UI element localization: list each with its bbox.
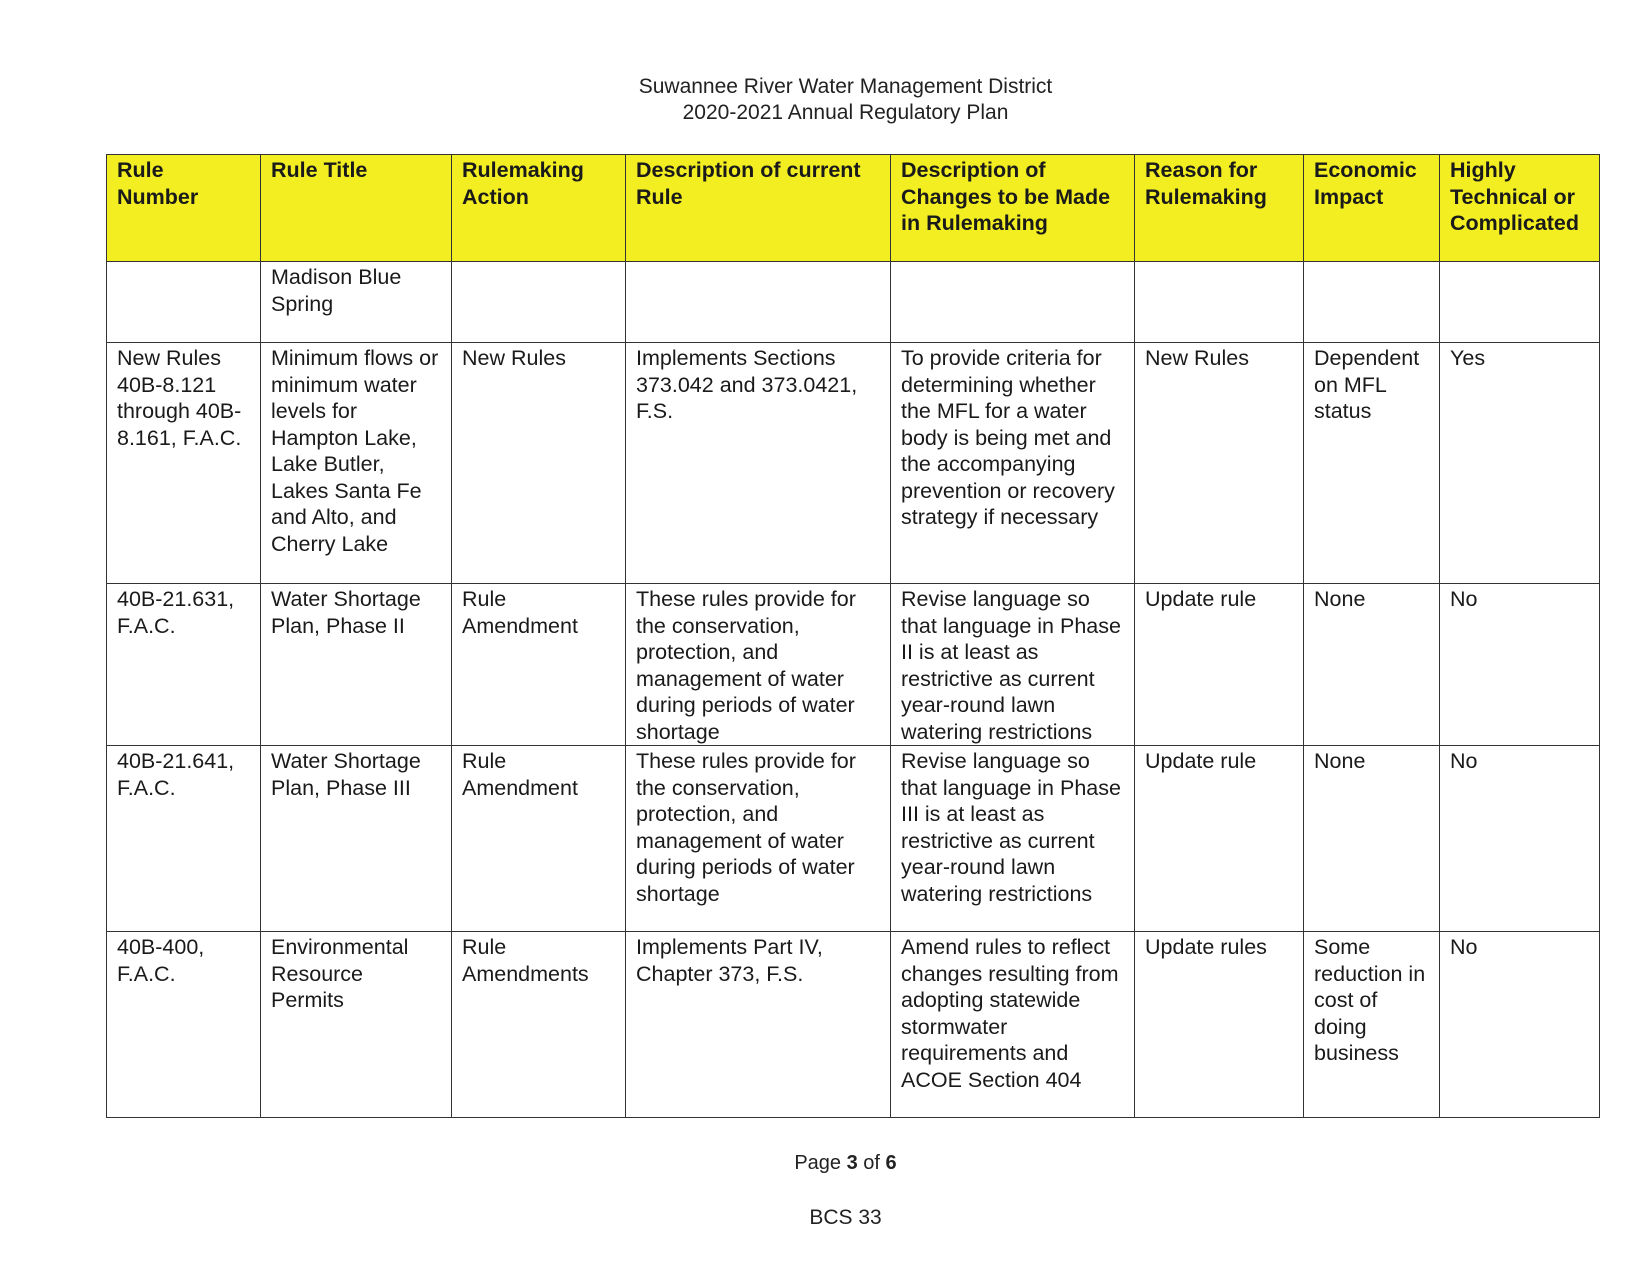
table-row	[107, 932, 1600, 1118]
cell-rule-number: 40B-21.641, F.A.C.	[107, 746, 261, 932]
col-description-current: Description of current Rule	[626, 155, 891, 262]
cell-rule-number: 40B-400, F.A.C.	[107, 932, 261, 1118]
table-row	[107, 343, 1600, 584]
col-rule-title: Rule Title	[261, 155, 452, 262]
cell-rule-number	[107, 262, 261, 343]
col-rulemaking-action: Rulemaking Action	[452, 155, 626, 262]
cell-reason: New Rules	[1135, 343, 1304, 584]
cell-rule-title: Madison Blue Spring	[261, 262, 452, 343]
cell-highly-technical: No	[1440, 932, 1600, 1118]
cell-economic-impact: Some reduction in cost of doing business	[1304, 932, 1440, 1118]
cell-rulemaking-action	[452, 262, 626, 343]
cell-economic-impact: Dependent on MFL status	[1304, 343, 1440, 584]
cell-rule-title: Environmental Resource Permits	[261, 932, 452, 1118]
cell-highly-technical	[1440, 262, 1600, 343]
cell-reason: Update rule	[1135, 746, 1304, 932]
table-row	[107, 262, 1600, 343]
table-row	[107, 584, 1600, 746]
page-current: 3	[846, 1152, 858, 1174]
cell-description-changes: Amend rules to reflect changes resulting from adopting statewide stormwater requirements and ACOE Section 404	[891, 932, 1135, 1118]
cell-economic-impact: None	[1304, 746, 1440, 932]
cell-description-current: These rules provide for the conservation, protection, and management of water during periods of water shortage	[626, 746, 891, 932]
col-economic-impact: Economic Impact	[1304, 155, 1440, 262]
cell-economic-impact: None	[1304, 584, 1440, 746]
table-header-row	[107, 155, 1600, 262]
cell-rule-number: 40B-21.631, F.A.C.	[107, 584, 261, 746]
cell-highly-technical: Yes	[1440, 343, 1600, 584]
cell-reason: Update rules	[1135, 932, 1304, 1118]
cell-highly-technical: No	[1440, 584, 1600, 746]
document-code: BCS 33	[809, 1206, 882, 1229]
cell-rule-title: Water Shortage Plan, Phase III	[261, 746, 452, 932]
page-number	[40, 1152, 1651, 1175]
cell-description-changes: Revise language so that language in Phase II is at least as restrictive as current year-round lawn watering restrictions	[891, 584, 1135, 746]
cell-highly-technical: No	[1440, 746, 1600, 932]
page-of: of	[863, 1152, 880, 1174]
cell-description-current: These rules provide for the conservation, protection, and management of water during periods of water shortage	[626, 584, 891, 746]
document-header	[0, 74, 1651, 126]
cell-reason: Update rule	[1135, 584, 1304, 746]
cell-description-changes: Revise language so that language in Phase III is at least as restrictive as current year-round lawn watering restrictions	[891, 746, 1135, 932]
table-row	[107, 746, 1600, 932]
cell-economic-impact	[1304, 262, 1440, 343]
page-total: 6	[885, 1152, 897, 1174]
cell-rulemaking-action: New Rules	[452, 343, 626, 584]
cell-description-current: Implements Sections 373.042 and 373.0421, F.S.	[626, 343, 891, 584]
cell-rule-title: Minimum flows or minimum water levels for Hampton Lake, Lake Butler, Lakes Santa Fe and Alto, and Cherry Lake	[261, 343, 452, 584]
cell-rulemaking-action: Rule Amendment	[452, 746, 626, 932]
col-rule-number: Rule Number	[107, 155, 261, 262]
cell-rulemaking-action: Rule Amendment	[452, 584, 626, 746]
plan-title: 2020-2021 Annual Regulatory Plan	[682, 101, 1009, 124]
cell-description-current	[626, 262, 891, 343]
district-name: Suwannee River Water Management District	[638, 75, 1053, 98]
cell-rulemaking-action: Rule Amendments	[452, 932, 626, 1118]
cell-reason	[1135, 262, 1304, 343]
regulatory-plan-table	[106, 154, 1600, 1118]
col-reason: Reason for Rulemaking	[1135, 155, 1304, 262]
cell-description-current: Implements Part IV, Chapter 373, F.S.	[626, 932, 891, 1118]
cell-rule-number: New Rules 40B-8.121 through 40B-8.161, F.A.C.	[107, 343, 261, 584]
page-prefix: Page	[794, 1152, 842, 1174]
col-highly-technical: Highly Technical or Complicated	[1440, 155, 1600, 262]
cell-rule-title: Water Shortage Plan, Phase II	[261, 584, 452, 746]
col-description-changes: Description of Changes to be Made in Rulemaking	[891, 155, 1135, 262]
cell-description-changes	[891, 262, 1135, 343]
cell-description-changes: To provide criteria for determining whether the MFL for a water body is being met and the accompanying prevention or recovery strategy if necessary	[891, 343, 1135, 584]
